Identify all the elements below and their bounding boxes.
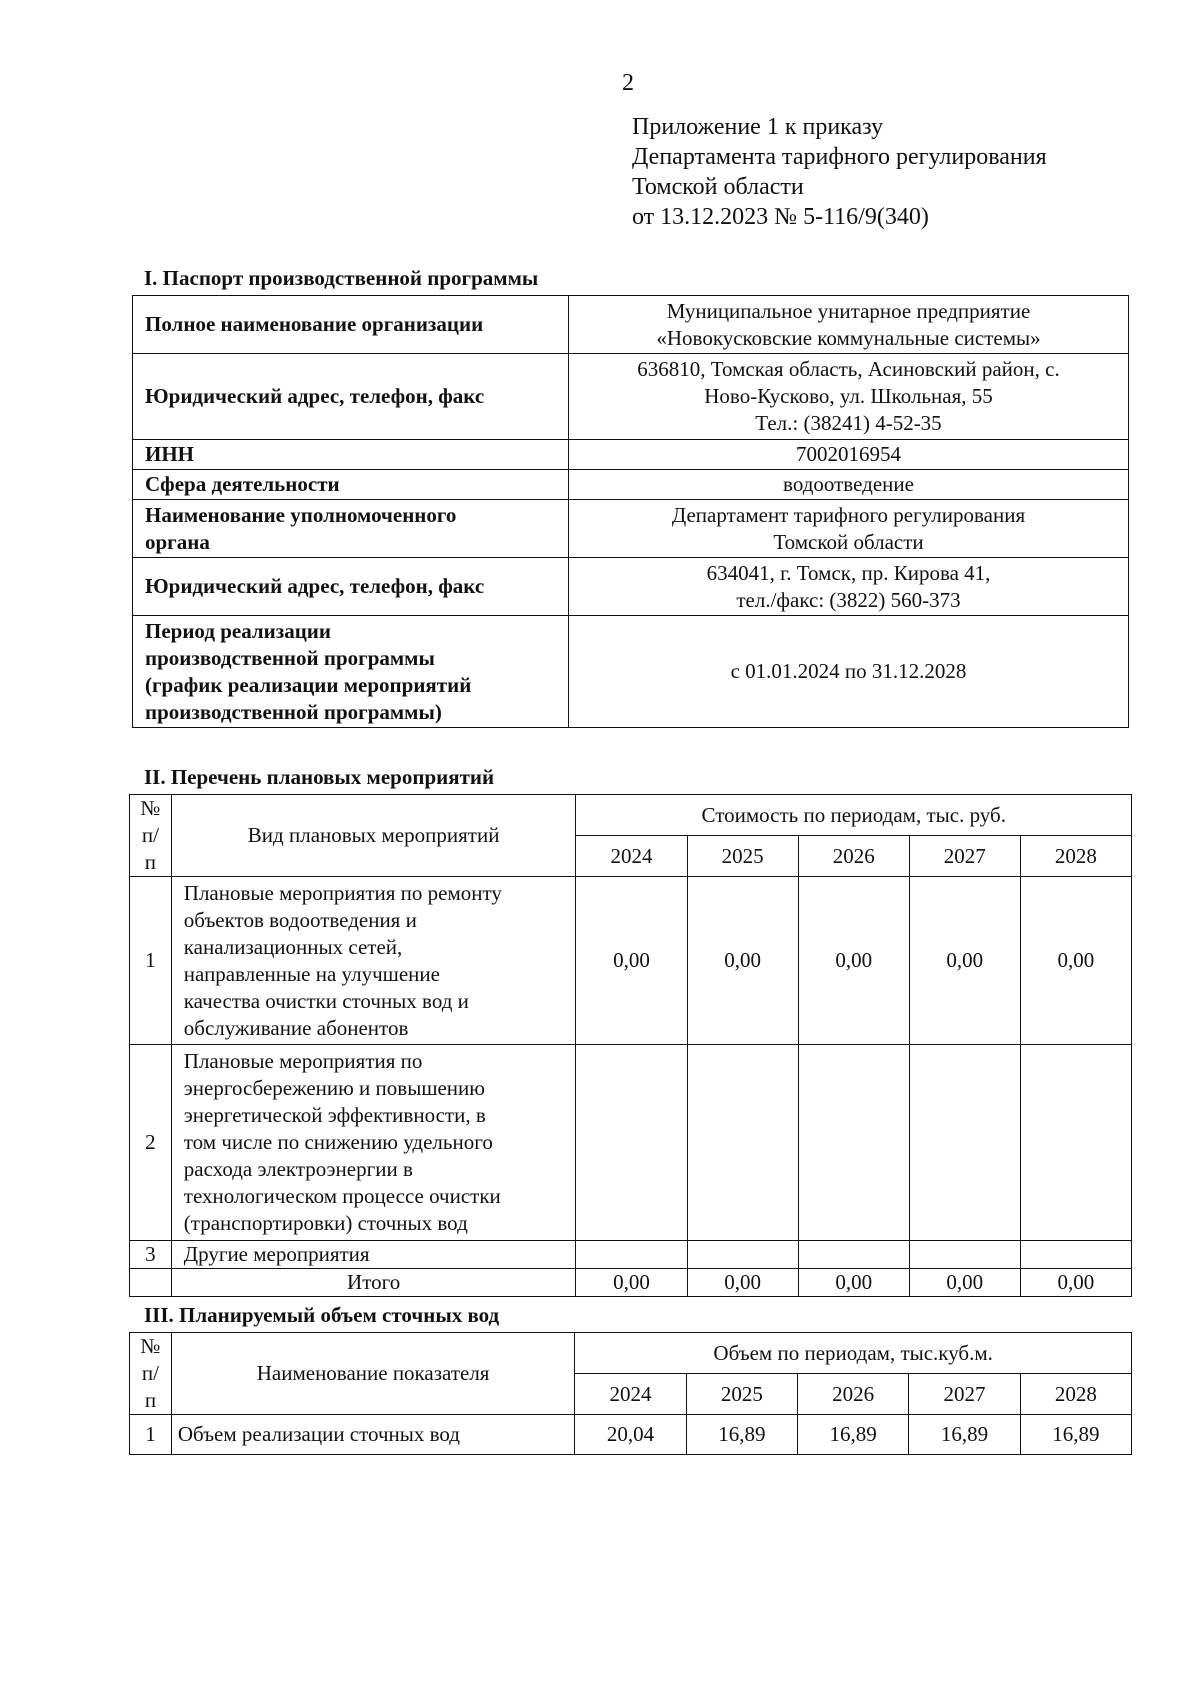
col-cost-header: Стоимость по периодам, тыс. руб. (576, 795, 1132, 836)
total-row (130, 1269, 1132, 1297)
table-row (130, 1241, 1132, 1269)
events-table (129, 794, 1132, 1297)
col-volume-header: Объем по периодам, тыс.куб.м. (575, 1333, 1132, 1374)
volume-cell: 16,89 (797, 1415, 908, 1455)
event-name: Другие мероприятия (171, 1241, 576, 1269)
row-number: 1 (130, 1415, 172, 1455)
passport-label: ИНН (133, 440, 569, 470)
passport-value: Муниципальное унитарное предприятие «Новокусковские коммунальные системы» (569, 296, 1129, 354)
cost-cell (687, 1241, 798, 1269)
table-row (133, 296, 1129, 354)
annex-line: от 13.12.2023 № 5-116/9(340) (632, 204, 929, 230)
table-row (133, 500, 1129, 558)
passport-label: Юридический адрес, телефон, факс (133, 558, 569, 616)
table-row (133, 616, 1129, 728)
section-2-title: II. Перечень плановых мероприятий (144, 765, 495, 789)
passport-label: Юридический адрес, телефон, факс (133, 354, 569, 440)
passport-label: Сфера деятельности (133, 470, 569, 500)
total-cell: 0,00 (1020, 1269, 1131, 1297)
cost-cell: 0,00 (798, 877, 909, 1045)
cost-cell: 0,00 (687, 877, 798, 1045)
cost-cell (909, 1241, 1020, 1269)
col-name-header: Вид плановых мероприятий (171, 795, 576, 877)
year-header: 2027 (909, 1374, 1020, 1415)
passport-value: с 01.01.2024 по 31.12.2028 (569, 616, 1129, 728)
row-number: 3 (130, 1241, 172, 1269)
year-header: 2028 (1020, 836, 1131, 877)
passport-value: водоотведение (569, 470, 1129, 500)
year-header: 2027 (909, 836, 1020, 877)
cost-cell (798, 1045, 909, 1241)
cost-cell: 0,00 (909, 877, 1020, 1045)
volume-cell: 16,89 (909, 1415, 1020, 1455)
cost-cell (798, 1241, 909, 1269)
total-cell: 0,00 (687, 1269, 798, 1297)
col-num-header: № п/п (130, 1333, 172, 1415)
table-row (133, 558, 1129, 616)
cost-cell (1020, 1045, 1131, 1241)
row-number: 1 (130, 877, 172, 1045)
passport-value: 636810, Томская область, Асиновский район, с. Ново-Кусково, ул. Школьная, 55 Тел.: (38241) 4-52-35 (569, 354, 1129, 440)
col-num-header: № п/п (130, 795, 172, 877)
passport-label: Период реализации производственной программы (график реализации мероприятий производственной программы) (133, 616, 569, 728)
passport-label: Полное наименование организации (133, 296, 569, 354)
total-cell: 0,00 (576, 1269, 687, 1297)
total-label: Итого (171, 1269, 576, 1297)
cost-cell (1020, 1241, 1131, 1269)
table-row (130, 877, 1132, 1045)
table-row (133, 470, 1129, 500)
year-header: 2025 (687, 836, 798, 877)
table-row (130, 1415, 1132, 1455)
passport-value: Департамент тарифного регулирования Томской области (569, 500, 1129, 558)
total-cell: 0,00 (798, 1269, 909, 1297)
section-3-title: III. Планируемый объем сточных вод (144, 1303, 500, 1327)
cost-cell: 0,00 (1020, 877, 1131, 1045)
passport-label: Наименование уполномоченного органа (133, 500, 569, 558)
page-number: 2 (622, 70, 634, 96)
event-name: Плановые мероприятия по энергосбережению и повышению энергетической эффективности, в том числе по снижению удельного расхода электроэнергии в технологическом процессе очистки (транспортировки) сточных вод (171, 1045, 576, 1241)
section-1-title: I. Паспорт производственной программы (144, 266, 539, 290)
table-row (130, 1045, 1132, 1241)
volume-table (129, 1332, 1132, 1455)
cost-cell (576, 1241, 687, 1269)
annex-header (632, 112, 1047, 232)
table-header-row (130, 1333, 1132, 1374)
indicator-name: Объем реализации сточных вод (171, 1415, 574, 1455)
row-number: 2 (130, 1045, 172, 1241)
annex-line: Приложение 1 к приказу (632, 114, 884, 140)
year-header: 2024 (575, 1374, 686, 1415)
row-number (130, 1269, 172, 1297)
cost-cell (909, 1045, 1020, 1241)
table-row (133, 440, 1129, 470)
event-name: Плановые мероприятия по ремонту объектов водоотведения и канализационных сетей, направленные на улучшение качества очистки сточных вод и обслуживание абонентов (171, 877, 576, 1045)
passport-value: 7002016954 (569, 440, 1129, 470)
passport-value: 634041, г. Томск, пр. Кирова 41, тел./факс: (3822) 560-373 (569, 558, 1129, 616)
volume-cell: 16,89 (1020, 1415, 1131, 1455)
cost-cell (687, 1045, 798, 1241)
cost-cell: 0,00 (576, 877, 687, 1045)
cost-cell (576, 1045, 687, 1241)
passport-table (132, 295, 1129, 728)
year-header: 2028 (1020, 1374, 1131, 1415)
volume-cell: 16,89 (686, 1415, 797, 1455)
year-header: 2026 (798, 836, 909, 877)
year-header: 2026 (797, 1374, 908, 1415)
volume-cell: 20,04 (575, 1415, 686, 1455)
table-row (133, 354, 1129, 440)
annex-line: Департамента тарифного регулирования (632, 144, 1047, 170)
annex-line: Томской области (632, 174, 804, 200)
col-name-header: Наименование показателя (171, 1333, 574, 1415)
table-header-row (130, 795, 1132, 836)
total-cell: 0,00 (909, 1269, 1020, 1297)
year-header: 2025 (686, 1374, 797, 1415)
year-header: 2024 (576, 836, 687, 877)
